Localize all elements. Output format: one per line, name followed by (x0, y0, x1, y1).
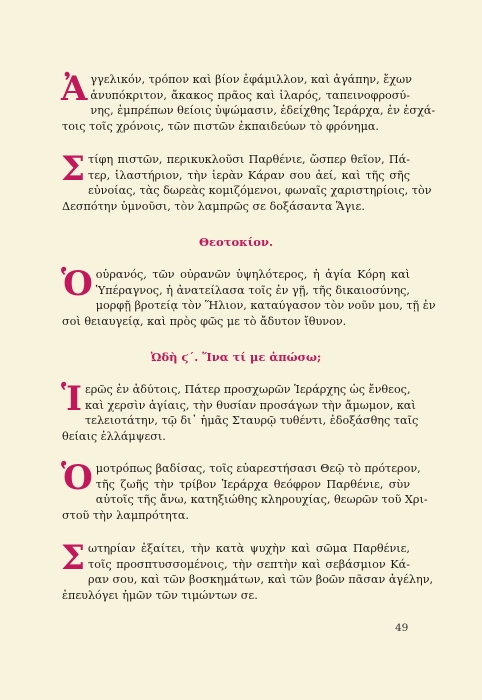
stanza-line: μοτρόπως βαδίσας, τοῖς εὐαρεστήσασι Θεῷ τὸ πρότερον, (95, 462, 421, 475)
stanza-line: νης, ἐμπρέπων θείοις ὑψώμασιν, ἐδείχθης Ἱεράρχα, ἐν ἐσχά- (90, 104, 436, 118)
stanza-line: θείαις ἐλλάμψεσι. (62, 430, 166, 444)
drop-cap-initial: Σ (61, 149, 86, 189)
stanza-1 (61, 69, 436, 135)
drop-cap-initial: Σ (61, 538, 86, 578)
stanza-line: τίφη πιστῶν, περικυκλοῦσι Παρθένιε, ὥσπερ θεῖον, Πά- (88, 153, 410, 166)
drop-cap-initial: Ἀ (61, 69, 88, 109)
stanza-line: στοῦ τὴν λαμπρότητα. (62, 509, 189, 523)
stanza-2 (61, 149, 432, 215)
page-number: 49 (395, 622, 409, 634)
stanza-line: εὐνοίας, τὰς δωρεὰς κομιζόμενοι, φωναῖς χαριστηρίοις, τὸν (88, 184, 432, 198)
stanza-line: ἀνυπόκριτον, ἄκακος πρᾶος καὶ ἱλαρός, ταπεινοφροσύ- (90, 88, 410, 102)
section-heading-theotokion: Θεοτοκίον. (199, 235, 273, 249)
stanza-line: οὐρανός, τῶν οὐρανῶν ὑψηλότερος, ἡ ἁγία Κόρη καὶ (95, 268, 410, 281)
stanza-line: καὶ χερσὶν ἁγίαις, τὴν θυσίαν προσάγων τὴν ἄμωμον, καὶ (84, 398, 416, 412)
stanza-line: Δεσπότην ὑμνοῦσι, τὸν λαμπρῶς σε δοξάσαντα Ἅγιε. (62, 200, 365, 214)
stanza-line: ἐπευλόγει ἡμῶν τῶν τιμώντων σε. (62, 589, 258, 603)
stanza-line: Ὑπέραγνος, ἡ ἀνατείλασα τοῖς ἐν γῇ, τῆς δικαιοσύνης, (95, 283, 410, 297)
stanza-5 (61, 458, 428, 524)
stanza-line: ραν σου, καὶ τῶν βοσκημάτων, καὶ τῶν βοῶν πᾶσαν ἀγέλην, (88, 573, 434, 587)
stanza-line: τελειοτάτην, τῷ δι᾿ ἡμᾶς Σταυρῷ τυθέντι, ἐδοξάσθης ταῖς (84, 414, 419, 428)
stanza-line: τοῖς προσπτυσσομένοις, τὴν σεπτὴν καὶ σεβάσμιον Κά- (88, 557, 410, 571)
stanza-3 (61, 264, 436, 330)
drop-cap-initial: Ὁ (61, 458, 93, 498)
stanza-line: τοις τοῖς χρόνοις, τῶν πιστῶν ἐκπαιδεύων τὸ φρόνημα. (62, 120, 379, 134)
stanza-line: ερῶς ἐν ἀδύτοις, Πάτερ προσχωρῶν Ἱεράρχης ὡς ἔνθεος, (84, 383, 411, 396)
stanza-6 (61, 538, 434, 604)
drop-cap-initial: Ἱ (61, 379, 82, 419)
section-heading-ode: Ὠδὴ ϛ΄. Ἵνα τί με ἀπώσω; (150, 350, 322, 364)
stanza-line: μορφῇ βροτείᾳ τὸν Ἥλιον, καταύγασον τὸν νοῦν μου, τῇ ἐν (95, 299, 436, 313)
stanza-line: σοὶ θειαυγείᾳ, καὶ πρὸς φῶς με τὸ ἄδυτον ἴθυνον. (62, 315, 347, 329)
stanza-line: αὐτοῖς τῆς ἄνω, κατηξιώθης κληρουχίας, θεωρῶν τοῦ Χρι- (95, 493, 428, 507)
stanza-line: τερ, ἱλαστήριον, τὴν ἱερὰν Κάραν σου ἀεί, καὶ τῆς σῆς (88, 168, 410, 182)
stanza-line: ωτηρίαν ἐξαίτει, τὴν κατὰ ψυχὴν καὶ σῶμα Παρθένιε, (88, 542, 410, 555)
stanza-line: γγελικόν, τρόπον καὶ βίον ἐφάμιλλον, καὶ ἀγάπην, ἔχων (90, 73, 412, 86)
stanza-4 (61, 379, 419, 445)
stanza-line: τῆς ζωῆς τὴν τρίβον Ἱεράρχα θεόφρον Παρθένιε, σὺν (95, 477, 410, 491)
drop-cap-initial: Ὁ (61, 264, 93, 304)
